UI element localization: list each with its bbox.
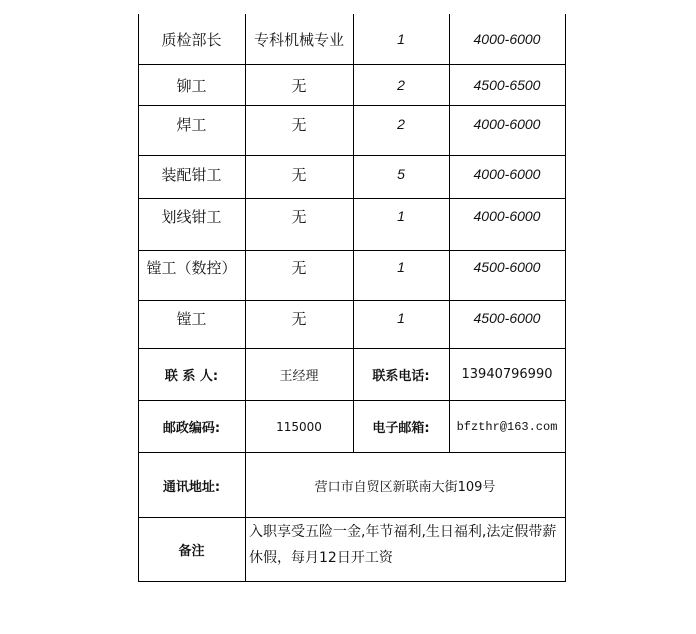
job-requirement: 专科机械专业 xyxy=(253,30,344,49)
contact-phone-label: 联系电话: xyxy=(372,369,430,384)
table-bottom-border xyxy=(138,581,566,582)
job-requirement: 无 xyxy=(291,76,307,95)
remark-value: 入职享受五险一金,年节福利,生日福利,法定假带薪休假，每月12日开工资 xyxy=(249,524,557,566)
job-salary: 4000-6000 xyxy=(473,116,541,132)
job-title: 焊工 xyxy=(176,115,207,134)
postcode-label: 邮政编码: xyxy=(162,421,221,436)
recruitment-table xyxy=(138,14,566,582)
job-count: 2 xyxy=(397,77,405,93)
job-salary: 4500-6500 xyxy=(473,77,541,93)
job-requirement: 无 xyxy=(291,258,307,277)
remark-label: 备注 xyxy=(178,544,205,559)
job-count: 5 xyxy=(397,166,405,182)
contact-person-value: 王经理 xyxy=(279,369,319,384)
job-count: 1 xyxy=(397,208,405,224)
address-label: 通讯地址: xyxy=(162,479,221,495)
job-title: 铆工 xyxy=(176,76,207,95)
job-requirement: 无 xyxy=(291,115,307,134)
job-title: 镗工（数控） xyxy=(146,258,237,277)
contact-phone-value: 13940796990 xyxy=(461,367,553,382)
job-salary: 4000-6000 xyxy=(473,31,541,47)
job-title: 质检部长 xyxy=(161,30,222,49)
job-salary: 4000-6000 xyxy=(473,166,541,182)
contact-person-label: 联 系 人: xyxy=(164,369,219,384)
job-count: 1 xyxy=(397,310,405,326)
job-count: 2 xyxy=(397,116,405,132)
job-title: 装配钳工 xyxy=(161,165,222,184)
job-salary: 4500-6000 xyxy=(473,259,541,275)
email-label: 电子邮箱: xyxy=(372,421,430,436)
address-value: 营口市自贸区新联南大街109号 xyxy=(314,479,496,495)
job-salary: 4000-6000 xyxy=(473,208,541,224)
table-right-border xyxy=(565,14,566,582)
postcode-value: 115000 xyxy=(276,419,322,434)
job-requirement: 无 xyxy=(291,165,307,184)
job-requirement: 无 xyxy=(291,207,307,226)
job-title: 镗工 xyxy=(176,309,207,328)
job-salary: 4500-6000 xyxy=(473,310,541,326)
job-title: 划线钳工 xyxy=(161,207,222,226)
job-count: 1 xyxy=(397,259,405,275)
job-requirement: 无 xyxy=(291,309,307,328)
email-value: bfzthr@163.com xyxy=(456,419,558,434)
job-count: 1 xyxy=(397,31,405,47)
